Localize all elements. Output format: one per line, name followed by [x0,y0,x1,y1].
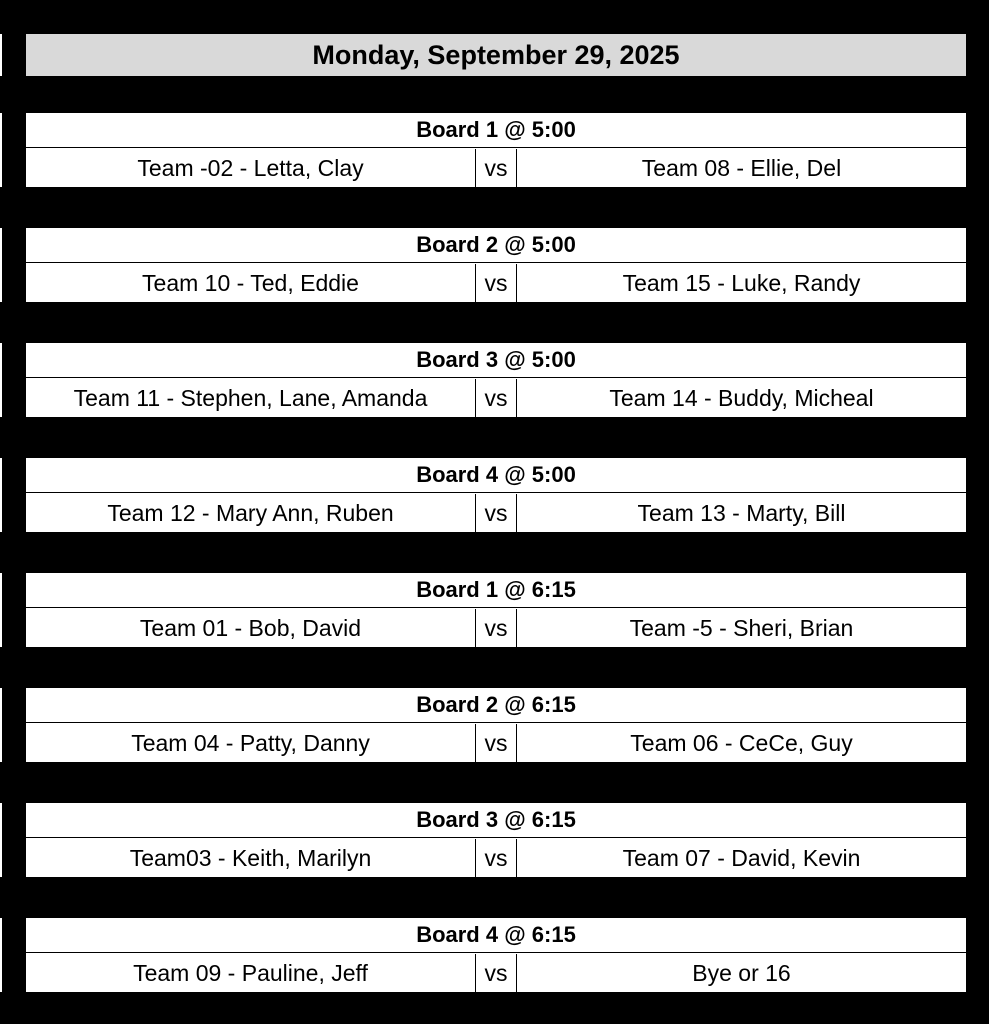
edge-tick [0,113,2,187]
vs-cell: vs [476,149,517,187]
board-time-label: Board 3 @ 5:00 [26,343,966,378]
match-block [26,573,966,647]
board-time-label: Board 4 @ 6:15 [26,918,966,953]
vs-cell: vs [476,264,517,302]
vs-cell: vs [476,724,517,762]
away-team-cell: Team 06 - CeCe, Guy [630,729,853,756]
board-time-label: Board 1 @ 5:00 [26,113,966,148]
edge-tick [0,343,2,417]
vs-cell: vs [476,379,517,417]
match-row [26,379,966,417]
match-row [26,609,966,647]
match-block [26,688,966,762]
vs-cell: vs [476,609,517,647]
vs-cell: vs [476,839,517,877]
home-team-cell: Team 10 - Ted, Eddie [26,264,476,302]
date-header: Monday, September 29, 2025 [26,34,966,76]
home-team-cell: Team 01 - Bob, David [26,609,476,647]
match-row [26,839,966,877]
match-block [26,343,966,417]
home-team-cell: Team03 - Keith, Marilyn [26,839,476,877]
board-time-label: Board 2 @ 5:00 [26,228,966,263]
board-time-label: Board 4 @ 5:00 [26,458,966,493]
match-block [26,918,966,992]
match-row [26,954,966,992]
match-block [26,803,966,877]
away-team-cell: Bye or 16 [692,959,791,986]
edge-tick [0,228,2,302]
match-block [26,458,966,532]
match-row [26,264,966,302]
board-time-label: Board 1 @ 6:15 [26,573,966,608]
edge-tick [0,803,2,877]
vs-cell: vs [476,494,517,532]
match-block [26,228,966,302]
board-time-label: Board 3 @ 6:15 [26,803,966,838]
away-team-cell: Team -5 - Sheri, Brian [629,614,854,641]
home-team-cell: Team 12 - Mary Ann, Ruben [26,494,476,532]
home-team-cell: Team 04 - Patty, Danny [26,724,476,762]
away-team-cell: Team 07 - David, Kevin [622,844,861,871]
away-team-cell: Team 15 - Luke, Randy [622,269,861,296]
away-team-cell: Team 08 - Ellie, Del [641,154,842,181]
vs-cell: vs [476,954,517,992]
match-block [26,113,966,187]
away-team-cell: Team 13 - Marty, Bill [637,499,846,526]
edge-tick [0,573,2,647]
board-time-label: Board 2 @ 6:15 [26,688,966,723]
edge-tick [0,458,2,532]
edge-tick [0,688,2,762]
match-row [26,494,966,532]
match-row [26,724,966,762]
match-row [26,149,966,187]
edge-tick [0,918,2,992]
home-team-cell: Team 11 - Stephen, Lane, Amanda [26,379,476,417]
edge-tick [0,34,2,76]
away-team-cell: Team 14 - Buddy, Micheal [609,384,874,411]
home-team-cell: Team 09 - Pauline, Jeff [26,954,476,992]
home-team-cell: Team -02 - Letta, Clay [26,149,476,187]
